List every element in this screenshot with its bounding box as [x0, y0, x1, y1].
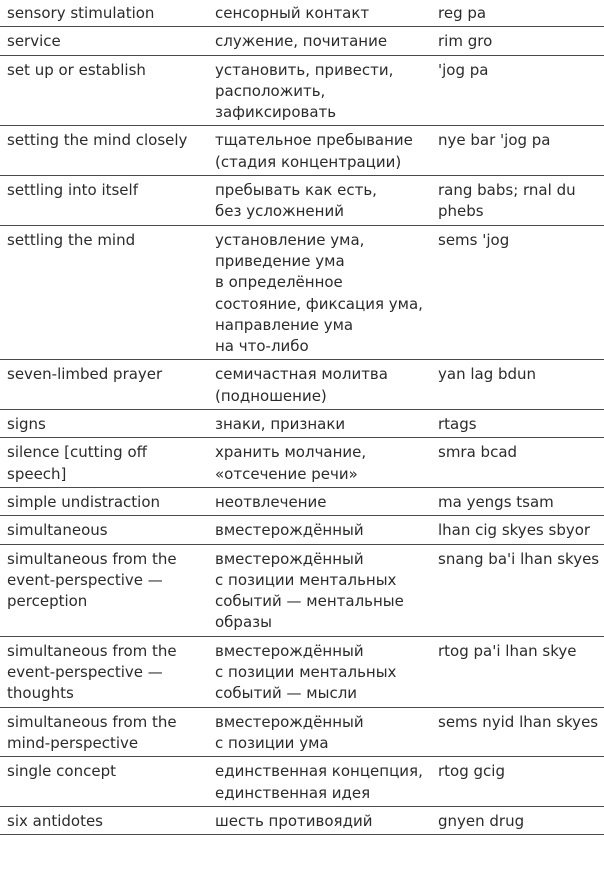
russian-translation-line: зафиксировать [215, 103, 337, 122]
russian-translation-line: расположить, [215, 81, 326, 100]
english-term-line: perception [7, 592, 88, 611]
russian-translation-line: приведение ума [215, 251, 345, 270]
english-term-line: silence [cutting off [7, 443, 147, 462]
table-row [0, 55, 604, 126]
table-row [0, 360, 604, 410]
tibetan-term-line: nye bar 'jog pa [438, 131, 551, 150]
english-term-cell [0, 176, 208, 226]
english-term-line: settling into itself [7, 181, 138, 200]
russian-translation-cell [208, 126, 432, 176]
english-term-line: seven-limbed prayer [7, 365, 163, 384]
tibetan-term-cell [432, 636, 604, 707]
russian-translation-line: с позиции ментальных [215, 570, 397, 589]
english-term-line: setting the mind closely [7, 131, 188, 150]
table-row [0, 636, 604, 707]
russian-translation-cell [208, 225, 432, 360]
russian-translation-line: вместерождённый [215, 712, 364, 731]
russian-translation-line: с позиции ума [215, 733, 329, 752]
russian-translation-cell [208, 55, 432, 126]
russian-translation-line: пребывать как есть, [215, 181, 377, 200]
english-term-cell [0, 757, 208, 807]
english-term-line: simultaneous from the [7, 712, 177, 731]
russian-translation-line: событий — мысли [215, 684, 358, 703]
english-term-line: simultaneous [7, 521, 108, 540]
table-row [0, 438, 604, 488]
russian-translation-line: (подношение) [215, 386, 327, 405]
tibetan-term-cell [432, 126, 604, 176]
russian-translation-line: сенсорный контакт [215, 4, 370, 22]
tibetan-term-cell [432, 806, 604, 834]
table-row [0, 410, 604, 438]
english-term-cell [0, 0, 208, 27]
russian-translation-cell [208, 0, 432, 27]
tibetan-term-line: ma yengs tsam [438, 492, 554, 511]
russian-translation-cell [208, 516, 432, 544]
tibetan-term-line: rtog pa'i lhan skye [438, 641, 577, 660]
russian-translation-line: единственная концепция, [215, 762, 423, 781]
russian-translation-cell [208, 176, 432, 226]
english-term-line: settling the mind [7, 230, 136, 249]
english-term-cell [0, 707, 208, 757]
tibetan-term-line: rim gro [438, 32, 493, 51]
table-row [0, 176, 604, 226]
tibetan-term-line: sems nyid lhan skyes [438, 712, 599, 731]
english-term-line: simultaneous from the [7, 549, 177, 568]
tibetan-term-cell [432, 516, 604, 544]
russian-translation-line: единственная идея [215, 783, 371, 802]
russian-translation-cell [208, 410, 432, 438]
russian-translation-line: семичастная молитва [215, 365, 388, 384]
russian-translation-cell [208, 27, 432, 55]
tibetan-term-cell [432, 0, 604, 27]
russian-translation-line: образы [215, 613, 272, 632]
tibetan-term-cell [432, 225, 604, 360]
russian-translation-line: направление ума [215, 315, 354, 334]
russian-translation-line: установить, привести, [215, 60, 394, 79]
english-term-line: speech] [7, 464, 67, 483]
tibetan-term-cell [432, 410, 604, 438]
russian-translation-cell [208, 806, 432, 834]
english-term-line: service [7, 32, 61, 51]
russian-translation-line: «отсечение речи» [215, 464, 358, 483]
tibetan-term-line: snang ba'i lhan skyes [438, 549, 600, 568]
tibetan-term-line: rang babs; rnal du [438, 181, 576, 200]
russian-translation-line: с позиции ментальных [215, 663, 397, 682]
english-term-line: sensory stimulation [7, 4, 155, 22]
english-term-line: simple undistraction [7, 492, 161, 511]
russian-translation-line: событий — ментальные [215, 592, 404, 611]
english-term-cell [0, 27, 208, 55]
russian-translation-line: неотвлечение [215, 492, 327, 511]
tibetan-term-cell [432, 757, 604, 807]
russian-translation-line: хранить молчание, [215, 443, 367, 462]
english-term-cell [0, 636, 208, 707]
english-term-line: event-perspective — [7, 570, 163, 589]
english-term-cell [0, 126, 208, 176]
english-term-line: single concept [7, 762, 116, 781]
english-term-line: signs [7, 415, 46, 434]
tibetan-term-line: gnyen drug [438, 811, 525, 830]
tibetan-term-line: sems 'jog [438, 230, 510, 249]
tibetan-term-line: rtog gcig [438, 762, 505, 781]
english-term-cell [0, 360, 208, 410]
tibetan-term-line: yan lag bdun [438, 365, 537, 384]
russian-translation-cell [208, 487, 432, 515]
russian-translation-line: на что-либо [215, 337, 309, 356]
russian-translation-line: вместерождённый [215, 549, 364, 568]
tibetan-term-cell [432, 55, 604, 126]
tibetan-term-cell [432, 544, 604, 636]
english-term-cell [0, 544, 208, 636]
english-term-cell [0, 438, 208, 488]
english-term-line: mind-perspective [7, 733, 139, 752]
russian-translation-line: служение, почитание [215, 32, 388, 51]
russian-translation-cell [208, 438, 432, 488]
tibetan-term-cell [432, 360, 604, 410]
tibetan-term-cell [432, 707, 604, 757]
english-term-line: six antidotes [7, 811, 103, 830]
table-row [0, 126, 604, 176]
russian-translation-line: состояние, фиксация ума, [215, 294, 423, 313]
english-term-line: thoughts [7, 684, 74, 703]
tibetan-term-line: phebs [438, 202, 484, 221]
russian-translation-cell [208, 544, 432, 636]
tibetan-term-line: 'jog pa [438, 60, 489, 79]
english-term-line: set up or establish [7, 60, 146, 79]
english-term-cell [0, 806, 208, 834]
russian-translation-cell [208, 757, 432, 807]
english-term-cell [0, 487, 208, 515]
russian-translation-cell [208, 360, 432, 410]
russian-translation-line: в определённое [215, 273, 343, 292]
table-row [0, 516, 604, 544]
tibetan-term-cell [432, 27, 604, 55]
russian-translation-cell [208, 636, 432, 707]
table-row [0, 487, 604, 515]
tibetan-term-line: rtags [438, 415, 477, 434]
english-term-line: simultaneous from the [7, 641, 177, 660]
russian-translation-line: шесть противоядий [215, 811, 373, 830]
table-row [0, 0, 604, 27]
tibetan-term-cell [432, 176, 604, 226]
tibetan-term-line: lhan cig skyes sbyor [438, 521, 591, 540]
russian-translation-line: вместерождённый [215, 521, 364, 540]
russian-translation-line: (стадия концентрации) [215, 152, 402, 171]
russian-translation-line: без усложнений [215, 202, 344, 221]
table-row [0, 225, 604, 360]
english-term-cell [0, 410, 208, 438]
english-term-line: event-perspective — [7, 663, 163, 682]
russian-translation-line: вместерождённый [215, 641, 364, 660]
tibetan-term-line: smra bcad [438, 443, 518, 462]
english-term-cell [0, 225, 208, 360]
tibetan-term-cell [432, 438, 604, 488]
table-row [0, 707, 604, 757]
russian-translation-line: знаки, признаки [215, 415, 346, 434]
russian-translation-cell [208, 707, 432, 757]
table-row [0, 806, 604, 834]
table-row [0, 27, 604, 55]
tibetan-term-cell [432, 487, 604, 515]
russian-translation-line: установление ума, [215, 230, 365, 249]
english-term-cell [0, 55, 208, 126]
table-row [0, 544, 604, 636]
english-term-cell [0, 516, 208, 544]
russian-translation-line: тщательное пребывание [215, 131, 413, 150]
table-row [0, 757, 604, 807]
tibetan-term-line: reg pa [438, 4, 487, 22]
